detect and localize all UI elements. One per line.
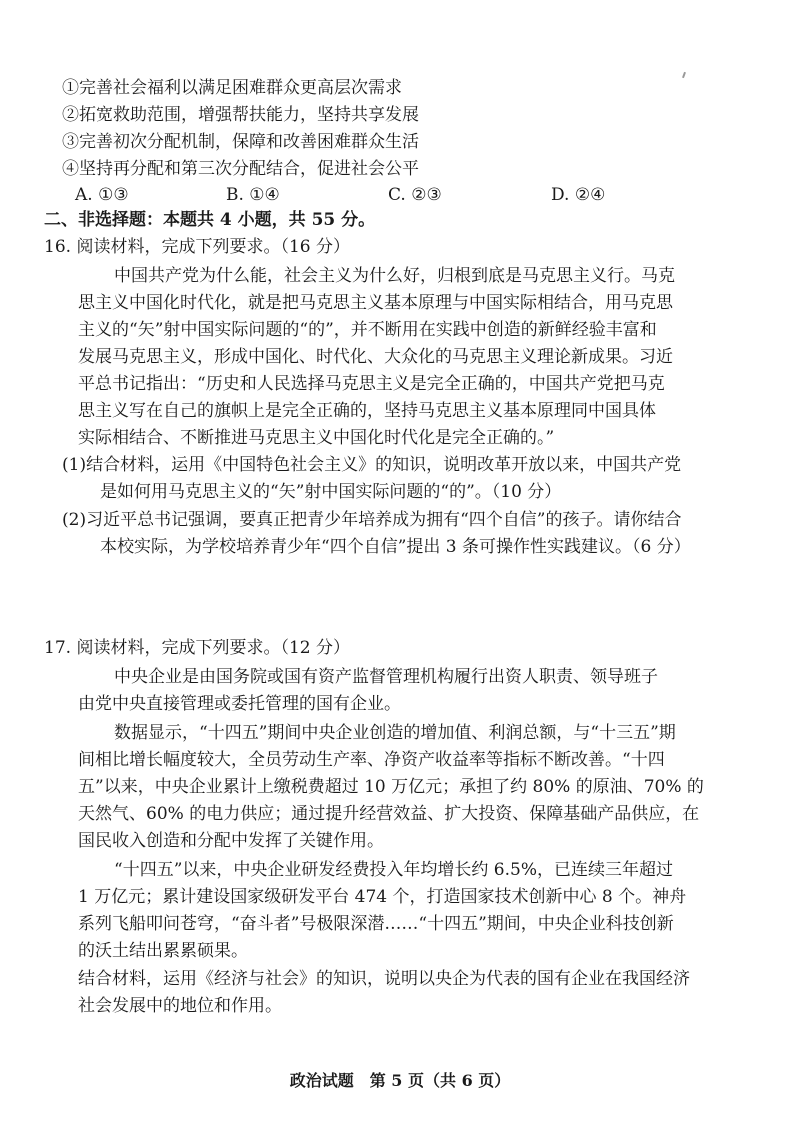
q17-task-line2: 社会发展中的地位和作用。 — [78, 996, 282, 1016]
section-title: 二、非选择题：本题共 4 小题，共 55 分。 — [44, 210, 376, 230]
q16-material-line: 思主义写在自己的旗帜上是完全正确的，坚持马克思主义基本原理同中国具体 — [78, 401, 656, 421]
q15-option-c: C. ②③ — [388, 185, 442, 205]
q15-option-d: D. ②④ — [551, 185, 606, 205]
q17-task-line1: 结合材料，运用《经济与社会》的知识，说明以央企为代表的国有企业在我国经济 — [78, 969, 690, 989]
q16-sub1-line1: (1)结合材料，运用《中国特色社会主义》的知识，说明改革开放以来，中国共产党 — [62, 455, 682, 475]
q16-sub2-line2: 本校实际，为学校培养青少年“四个自信”提出 3 条可操作性实践建议。（6 分） — [100, 537, 691, 557]
q15-option-b: B. ①④ — [226, 185, 280, 205]
q17-material-line: 天然气、60% 的电力供应；通过提升经营效益、扩大投资、保障基础产品供应，在 — [78, 804, 700, 824]
q16-header: 16. 阅读材料，完成下列要求。（16 分） — [44, 237, 350, 257]
q15-statement-4: ④坚持再分配和第三次分配结合，促进社会公平 — [62, 159, 419, 179]
q16-material-line: 中国共产党为什么能，社会主义为什么好，归根到底是马克思主义行。马克 — [114, 266, 675, 286]
q17-material-line: 国民收入创造和分配中发挥了关键作用。 — [78, 831, 384, 851]
q15-statement-3: ③完善初次分配机制，保障和改善困难群众生活 — [62, 132, 419, 152]
q16-material-line: 思主义中国化时代化，就是把马克思主义基本原理与中国实际相结合，用马克思 — [78, 293, 673, 313]
q16-sub1-line2: 是如何用马克思主义的“矢”射中国实际问题的“的”。（10 分） — [100, 482, 562, 502]
scan-speck — [682, 72, 686, 78]
q17-material-line: 1 万亿元；累计建设国家级研发平台 474 个，打造国家技术创新中心 8 个。神舟 — [78, 887, 687, 907]
page-footer: 政治试题 第 5 页（共 6 页） — [289, 1071, 511, 1090]
q16-material-line: 平总书记指出：“历史和人民选择马克思主义是完全正确的，中国共产党把马克 — [78, 374, 665, 394]
q17-material-line: 的沃土结出累累硕果。 — [78, 941, 248, 961]
q17-material-line: 间相比增长幅度较大，全员劳动生产率、净资产收益率等指标不断改善。“十四 — [78, 750, 665, 770]
q16-material-line: 实际相结合、不断推进马克思主义中国化时代化是完全正确的。” — [78, 428, 555, 448]
q17-header: 17. 阅读材料，完成下列要求。（12 分） — [44, 638, 350, 658]
q15-statement-1: ①完善社会福利以满足困难群众更高层次需求 — [62, 78, 402, 98]
q17-material-line: 由党中央直接管理或委托管理的国有企业。 — [78, 694, 401, 714]
q16-material-line: 主义的“矢”射中国实际问题的“的”，并不断用在实践中创造的新鲜经验丰富和 — [78, 320, 657, 340]
q17-material-line: “十四五”以来，中央企业研发经费投入年均增长约 6.5%，已连续三年超过 — [114, 860, 673, 880]
q16-material-line: 发展马克思主义，形成中国化、时代化、大众化的马克思主义理论新成果。习近 — [78, 347, 673, 367]
q16-sub2-line1: (2)习近平总书记强调，要真正把青少年培养成为拥有“四个自信”的孩子。请你结合 — [62, 510, 682, 530]
q15-option-a: A. ①③ — [75, 185, 129, 205]
q17-material-line: 数据显示，“十四五”期间中央企业创造的增加值、利润总额，与“十三五”期 — [114, 723, 676, 743]
q17-material-line: 中央企业是由国务院或国有资产监督管理机构履行出资人职责、领导班子 — [114, 667, 658, 687]
q15-statement-2: ②拓宽救助范围，增强帮扶能力，坚持共享发展 — [62, 105, 419, 125]
q17-material-line: 系列飞船叩问苍穹，“奋斗者”号极限深潜……“十四五”期间，中央企业科技创新 — [78, 914, 674, 934]
q17-material-line: 五”以来，中央企业累计上缴税费超过 10 万亿元；承担了约 80% 的原油、70% 的 — [78, 777, 704, 797]
